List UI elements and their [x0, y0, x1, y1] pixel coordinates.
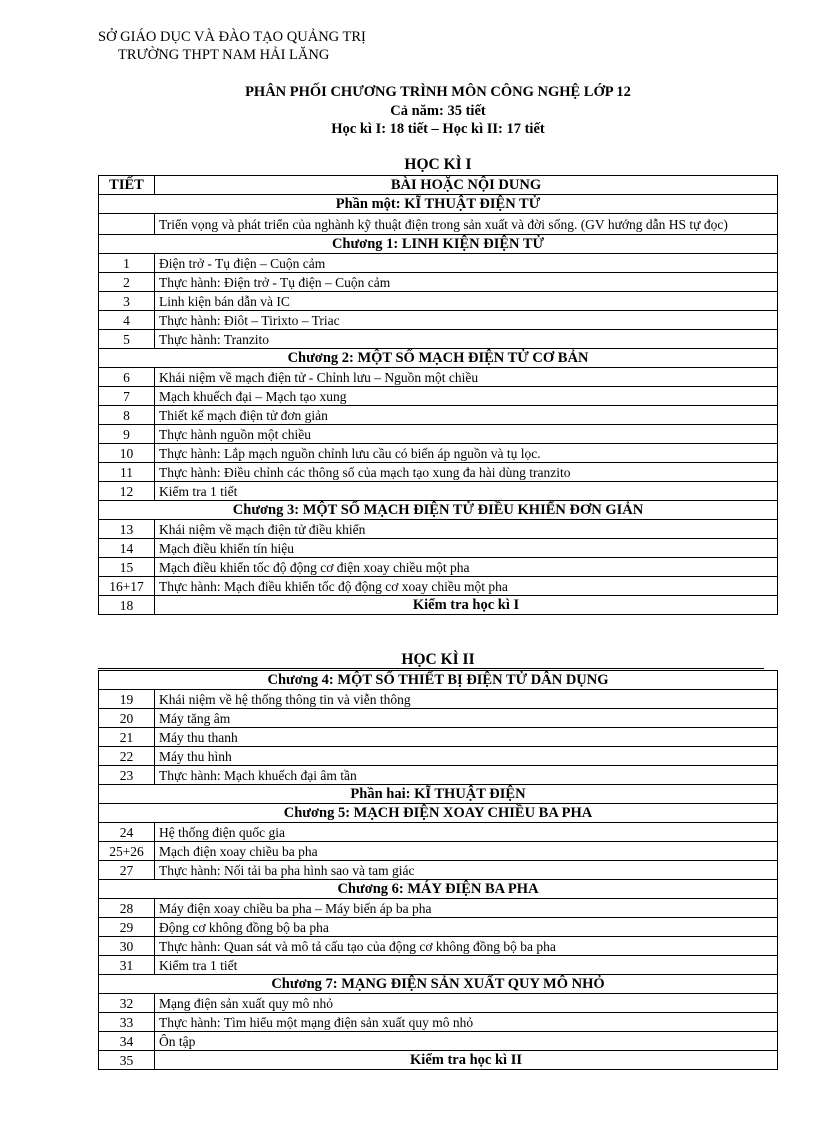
period-number: 14 [99, 539, 155, 558]
table-row [99, 444, 778, 463]
period-number: 34 [99, 1032, 155, 1051]
period-number: 8 [99, 406, 155, 425]
period-number: 25+26 [99, 842, 155, 861]
lesson-content: Mạch điều khiển tốc độ động cơ điện xoay chiều một pha [155, 558, 778, 577]
part-title: Phần hai: KĨ THUẬT ĐIỆN [99, 785, 778, 804]
chapter-title: Chương 7: MẠNG ĐIỆN SẢN XUẤT QUY MÔ NHỎ [99, 975, 778, 994]
document-title: PHÂN PHỐI CHƯƠNG TRÌNH MÔN CÔNG NGHỆ LỚP 12 [245, 84, 631, 100]
table-row [99, 214, 778, 235]
lesson-content: Thực hành: Mạch điều khiển tốc độ động cơ xoay chiều một pha [155, 577, 778, 596]
period-number: 1 [99, 254, 155, 273]
lesson-content: Máy tăng âm [155, 709, 778, 728]
lesson-content: Thực hành: Mạch khuếch đại âm tần [155, 766, 778, 785]
term2-heading: HỌC KÌ II [401, 651, 475, 668]
chapter-title: Chương 6: MÁY ĐIỆN BA PHA [99, 880, 778, 899]
chapter-title: Chương 5: MẠCH ĐIỆN XOAY CHIỀU BA PHA [99, 804, 778, 823]
period-number: 33 [99, 1013, 155, 1032]
period-number: 3 [99, 292, 155, 311]
lesson-content: Linh kiện bán dẫn và IC [155, 292, 778, 311]
lesson-content: Máy thu thanh [155, 728, 778, 747]
lesson-content: Kiểm tra 1 tiết [155, 482, 778, 501]
table-row [99, 842, 778, 861]
period-number: 4 [99, 311, 155, 330]
period-number: 19 [99, 690, 155, 709]
chapter-row [99, 235, 778, 254]
lesson-content: Khái niệm về mạch điện tử điều khiển [155, 520, 778, 539]
term-periods: Học kì I: 18 tiết – Học kì II: 17 tiết [331, 121, 545, 137]
period-number: 30 [99, 937, 155, 956]
chapter-row [99, 501, 778, 520]
table-row [99, 558, 778, 577]
chapter-title: Chương 4: MỘT SỐ THIẾT BỊ ĐIỆN TỬ DÂN DỤNG [99, 671, 778, 690]
lesson-content: Thực hành: Tranzito [155, 330, 778, 349]
col-header-period: TIẾT [99, 176, 155, 195]
lesson-content: Mạch khuếch đại – Mạch tạo xung [155, 387, 778, 406]
lesson-content: Máy thu hình [155, 747, 778, 766]
table-row [99, 937, 778, 956]
table-row [99, 406, 778, 425]
term2-table [98, 670, 778, 1070]
period-number: 11 [99, 463, 155, 482]
lesson-content: Triển vọng và phát triển của nghành kỹ thuật điện trong sản xuất và đời sống. (GV hướng dẫn HS tự đọc) [155, 214, 778, 235]
chapter-title: Chương 2: MỘT SỐ MẠCH ĐIỆN TỬ CƠ BẢN [99, 349, 778, 368]
lesson-content: Thực hành: Tìm hiểu một mạng điện sản xuất quy mô nhỏ [155, 1013, 778, 1032]
period-number: 13 [99, 520, 155, 539]
lesson-content: Thực hành: Điôt – Tirixto – Triac [155, 311, 778, 330]
part-title: Phần một: KĨ THUẬT ĐIỆN TỬ [99, 195, 778, 214]
lesson-content: Thiết kế mạch điện tử đơn giản [155, 406, 778, 425]
table-row [99, 368, 778, 387]
chapter-row [99, 975, 778, 994]
table-row [99, 577, 778, 596]
table-row [99, 254, 778, 273]
chapter-row [99, 671, 778, 690]
table-row [99, 709, 778, 728]
table-row [99, 899, 778, 918]
lesson-content: Hệ thống điện quốc gia [155, 823, 778, 842]
department-name: SỞ GIÁO DỤC VÀ ĐÀO TẠO QUẢNG TRỊ [98, 29, 366, 45]
period-number: 10 [99, 444, 155, 463]
table-row [99, 539, 778, 558]
period-number: 24 [99, 823, 155, 842]
table-row [99, 918, 778, 937]
lesson-content: Kiểm tra học kì I [155, 596, 778, 615]
chapter-title: Chương 1: LINH KIỆN ĐIỆN TỬ [99, 235, 778, 254]
table-row [99, 747, 778, 766]
period-number [99, 214, 155, 235]
period-number: 6 [99, 368, 155, 387]
chapter-row [99, 349, 778, 368]
col-header-content: BÀI HOẶC NỘI DUNG [155, 176, 778, 195]
part-row [99, 785, 778, 804]
period-number: 5 [99, 330, 155, 349]
table-row [99, 463, 778, 482]
period-number: 9 [99, 425, 155, 444]
lesson-content: Thực hành: Điện trở - Tụ điện – Cuộn cảm [155, 273, 778, 292]
lesson-content: Thực hành: Nối tải ba pha hình sao và tam giác [155, 861, 778, 880]
period-number: 31 [99, 956, 155, 975]
table-row [99, 690, 778, 709]
table-row [99, 861, 778, 880]
lesson-content: Thực hành: Quan sát và mô tả cấu tạo của động cơ không đồng bộ ba pha [155, 937, 778, 956]
table-row [99, 520, 778, 539]
period-number: 7 [99, 387, 155, 406]
chapter-row [99, 880, 778, 899]
table-row [99, 292, 778, 311]
table-row [99, 728, 778, 747]
part-row [99, 195, 778, 214]
lesson-content: Thực hành nguồn một chiều [155, 425, 778, 444]
period-number: 28 [99, 899, 155, 918]
table-row [99, 596, 778, 615]
table-row [99, 330, 778, 349]
period-number: 12 [99, 482, 155, 501]
lesson-content: Mạch điều khiển tín hiệu [155, 539, 778, 558]
chapter-title: Chương 3: MỘT SỐ MẠCH ĐIỆN TỬ ĐIỀU KHIỂN ĐƠN GIẢN [99, 501, 778, 520]
period-number: 2 [99, 273, 155, 292]
period-number: 16+17 [99, 577, 155, 596]
period-number: 23 [99, 766, 155, 785]
lesson-content: Ôn tập [155, 1032, 778, 1051]
table-row [99, 273, 778, 292]
period-number: 20 [99, 709, 155, 728]
table-row [99, 823, 778, 842]
period-number: 21 [99, 728, 155, 747]
table-row [99, 994, 778, 1013]
table-row [99, 956, 778, 975]
lesson-content: Động cơ không đồng bộ ba pha [155, 918, 778, 937]
lesson-content: Mạch điện xoay chiều ba pha [155, 842, 778, 861]
lesson-content: Kiểm tra học kì II [155, 1051, 778, 1070]
table-row [99, 1013, 778, 1032]
lesson-content: Khái niệm về mạch điện tử - Chỉnh lưu – Nguồn một chiều [155, 368, 778, 387]
lesson-content: Mạng điện sản xuất quy mô nhỏ [155, 994, 778, 1013]
lesson-content: Thực hành: Điều chỉnh các thông số của mạch tạo xung đa hài dùng tranzito [155, 463, 778, 482]
period-number: 18 [99, 596, 155, 615]
table-row [99, 1051, 778, 1070]
table-row [99, 766, 778, 785]
period-number: 32 [99, 994, 155, 1013]
table-row [99, 482, 778, 501]
year-periods: Cả năm: 35 tiết [390, 103, 486, 119]
table-row [99, 387, 778, 406]
lesson-content: Thực hành: Lắp mạch nguồn chỉnh lưu cầu có biến áp nguồn và tụ lọc. [155, 444, 778, 463]
table-header-row [99, 176, 778, 195]
period-number: 15 [99, 558, 155, 577]
period-number: 29 [99, 918, 155, 937]
lesson-content: Khái niệm về hệ thống thông tin và viễn thông [155, 690, 778, 709]
divider [98, 668, 764, 669]
table-row [99, 1032, 778, 1051]
table-row [99, 311, 778, 330]
lesson-content: Máy điện xoay chiều ba pha – Máy biến áp ba pha [155, 899, 778, 918]
period-number: 35 [99, 1051, 155, 1070]
period-number: 22 [99, 747, 155, 766]
term1-table [98, 175, 778, 615]
period-number: 27 [99, 861, 155, 880]
table-row [99, 425, 778, 444]
term1-heading: HỌC KÌ I [404, 156, 472, 173]
lesson-content: Kiểm tra 1 tiết [155, 956, 778, 975]
lesson-content: Điện trở - Tụ điện – Cuộn cảm [155, 254, 778, 273]
school-name: TRƯỜNG THPT NAM HẢI LĂNG [118, 47, 330, 63]
chapter-row [99, 804, 778, 823]
